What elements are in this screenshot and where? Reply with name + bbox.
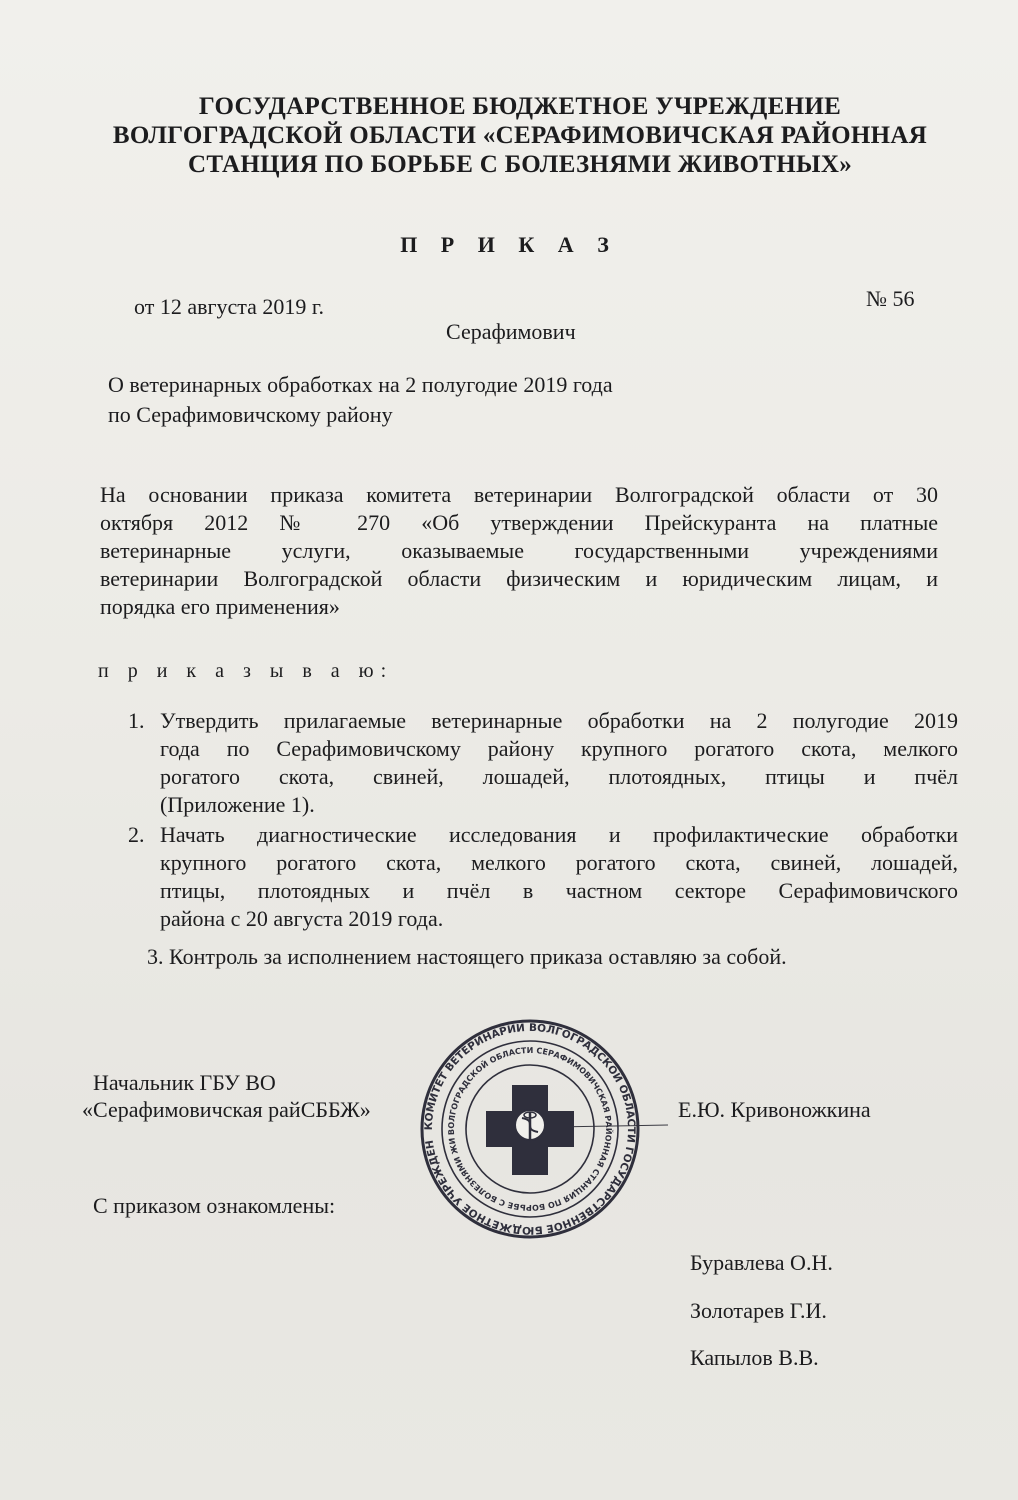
item-line: рогатого скота, свиней, лошадей, плотоядных, птицы и пчёл [160, 764, 958, 789]
basis-line: ветеринарии Волгоградской области физическим и юридическим лицам, и [100, 566, 938, 591]
item-line: птицы, плотоядных и пчёл в частном секторе Серафимовичского [160, 878, 958, 903]
order-items [128, 707, 958, 935]
signature-name: Е.Ю. Кривоножкина [678, 1097, 871, 1122]
order-item-1 [128, 707, 958, 819]
subject-line-1: О ветеринарных обработках на 2 полугодие 2019 года [108, 372, 613, 397]
organization-line-1: ГОСУДАРСТВЕННОЕ БЮДЖЕТНОЕ УЧРЕЖДЕНИЕ [198, 93, 842, 120]
acquainted-name: Буравлева О.Н. [690, 1250, 833, 1275]
item-line: Начать диагностические исследования и профилактические обработки [160, 822, 958, 847]
subject-line-2: по Серафимовичскому району [108, 402, 393, 427]
official-stamp [418, 1017, 642, 1241]
organization-header [90, 92, 950, 179]
order-title: П Р И К А З [400, 232, 618, 257]
order-city: Серафимович [446, 319, 576, 344]
order-date: от 12 августа 2019 г. [134, 294, 324, 319]
item-line: района с 20 августа 2019 года. [160, 906, 444, 931]
order-number: № 56 [866, 286, 915, 311]
organization-line-3: СТАНЦИЯ ПО БОРЬБЕ С БОЛЕЗНЯМИ ЖИВОТНЫХ» [187, 151, 853, 178]
medical-cross-icon [486, 1085, 574, 1175]
basis-line: На основании приказа комитета ветеринарии Волгоградской области от 30 [100, 482, 938, 507]
acquainted-name: Золотарев Г.И. [690, 1298, 827, 1323]
order-subject [108, 370, 613, 430]
item-line: крупного рогатого скота, мелкого рогатого скота, свиней, лошадей, [160, 850, 958, 875]
order-word: п р и к а з ы в а ю: [98, 660, 394, 682]
signature-position-line-1: Начальник ГБУ ВО [93, 1070, 276, 1095]
stamp-inner-text: ВОЛГОГРАДСКОЙ ОБЛАСТИ СЕРАФИМОВИЧСКАЯ РАЙОННАЯ СТАНЦИЯ ПО БОРЬБЕ С БОЛЕЗНЯМИ ЖИВОТНЫХ [446, 1045, 614, 1213]
basis-line: порядка его применения» [100, 594, 340, 619]
item-number: 1. [128, 708, 145, 733]
order-item-2 [128, 821, 958, 933]
stamp-outer-text: КОМИТЕТ ВЕТЕРИНАРИИ ВОЛГОГРАДСКОЙ ОБЛАСТИ ГОСУДАРСТВЕННОЕ БЮДЖЕТНОЕ УЧРЕЖДЕНИЕ [422, 1021, 638, 1237]
item-line: года по Серафимовичскому району крупного рогатого скота, мелкого [160, 736, 958, 761]
basis-line: октября 2012 № 270 «Об утверждении Прейскуранта на платные [100, 510, 938, 535]
order-item-3: 3. Контроль за исполнением настоящего приказа оставляю за собой. [147, 944, 787, 969]
item-line: Утвердить прилагаемые ветеринарные обработки на 2 полугодие 2019 [160, 708, 958, 733]
acquainted-name: Капылов В.В. [690, 1345, 819, 1370]
acquainted-label: С приказом ознакомлены: [93, 1193, 336, 1218]
basis-line: ветеринарные услуги, оказываемые государственными учреждениями [100, 538, 938, 563]
item-number: 2. [128, 822, 145, 847]
organization-line-2: ВОЛГОГРАДСКОЙ ОБЛАСТИ «СЕРАФИМОВИЧСКАЯ РАЙОННАЯ [112, 122, 928, 149]
item-line: (Приложение 1). [160, 792, 315, 817]
signature-position-line-2: «Серафимовичская райСББЖ» [82, 1097, 371, 1122]
basis-paragraph [100, 481, 938, 621]
